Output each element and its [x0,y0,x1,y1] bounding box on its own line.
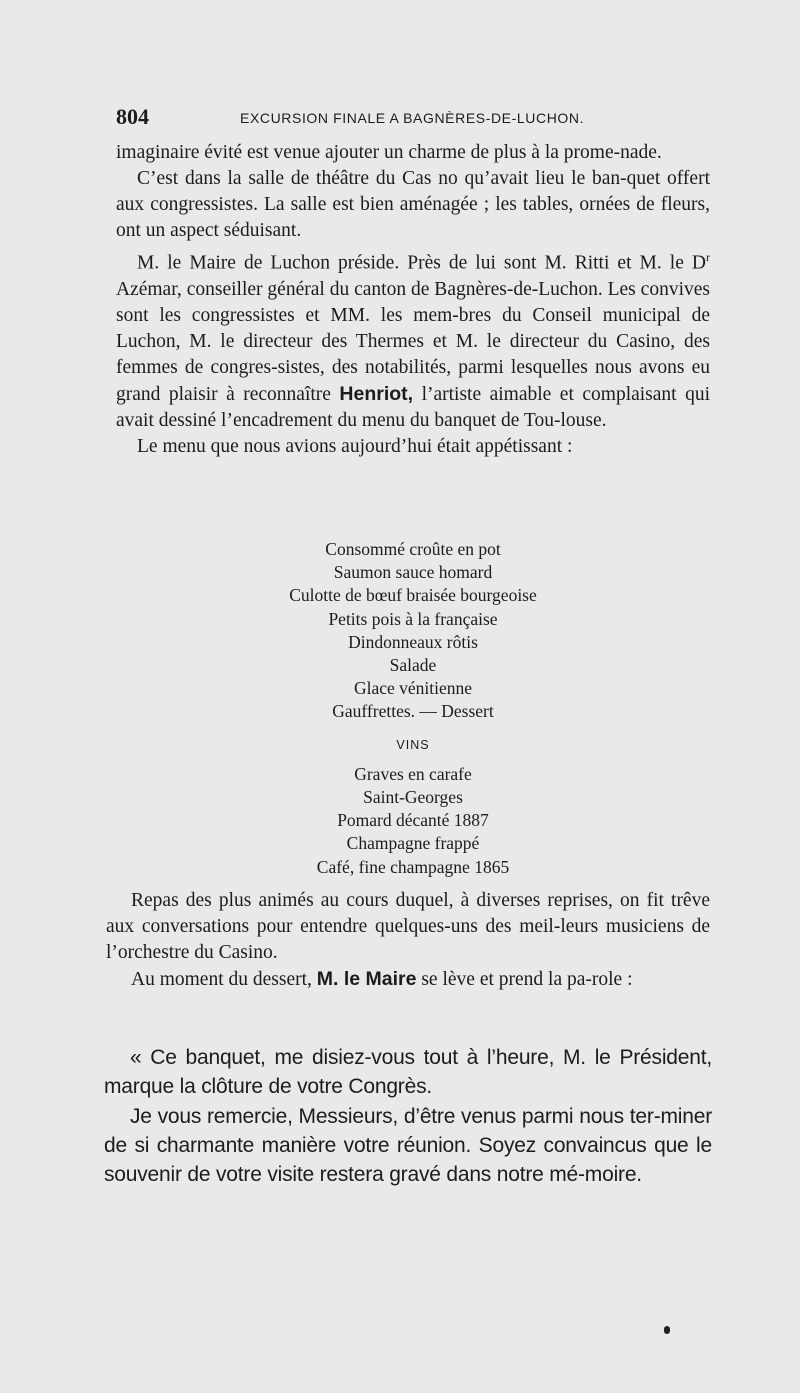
mayor-speech [104,1043,712,1189]
ink-speck [664,1326,670,1334]
menu-dish: Consommé croûte en pot [325,539,501,559]
paragraph-promenade: imaginaire évité est venue ajouter un charme de plus à la prome-nade. [116,142,662,163]
menu-dish: Saumon sauce homard [333,562,493,583]
body-text-top [116,140,710,460]
menu-wine: Champagne frappé [346,833,480,854]
speech-paragraph: « Ce banquet, me disiez-vous tout à l’heure, M. le Président, marque la clôture de votre Congrès. [104,1046,712,1099]
doctor-superscript: r [706,250,710,264]
running-title: EXCURSION FINALE A BAGNÈRES-DE-LUCHON. [240,110,585,126]
banquet-menu [116,538,710,879]
menu-dish: Culotte de bœuf braisée bourgeoise [289,585,537,606]
menu-wine: Saint-Georges [363,787,463,808]
menu-wine: Graves en carafe [354,763,472,784]
menu-wine: Pomard décanté 1887 [337,810,489,831]
paragraph-mayor-rises: Au moment du dessert, M. le Maire se lève et prend la pa-role : [131,968,633,990]
paragraph-guests: M. le Maire de Luchon préside. Près de lui sont M. Ritti et M. le $D^r$ Azémar, conseiller général du canton de Bagnères-de-Luchon. Les convives sont les congressistes et MM. les mem-bres du Conseil municipal de Luchon, M. le directeur des Thermes et M. le directeur du Casino, des femmes de congres-sistes, des notabilités, parmi lesquelles nous avons eu grand plaisir à reconnaître Henriot, l’artiste aimable et complaisant qui avait dessiné l’encadrement du menu du banquet de Tou-louse. [116,250,710,431]
menu-dish: Glace vénitienne [353,678,473,699]
wines-heading: VINS [396,737,430,752]
menu-dish: Gauffrettes. — Dessert [332,701,494,722]
body-text-after-menu [106,888,710,993]
page-header [116,104,716,134]
menu-dish: Petits pois à la française [328,608,498,629]
paragraph-menu-intro: Le menu que nous avions aujourd’hui était appétissant : [137,435,573,457]
paragraph-meal-music: Repas des plus animés au cours duquel, à diverses reprises, on fit trêve aux conversations pour entendre quelques-uns des meil-leurs musiciens de l’orchestre du Casino. [106,890,710,963]
henriot-name: Henriot, [339,382,414,405]
menu-dish: Dindonneaux rôtis [348,631,478,652]
speech-paragraph: Je vous remercie, Messieurs, d’être venus parmi nous ter-miner de si charmante manière votre réunion. Soyez convaincus que le souvenir de votre visite restera gravé dans notre mé-moire. [104,1104,712,1187]
mayor-name: M. le Maire [316,968,417,990]
menu-wine: Café, fine champagne 1865 [316,856,510,877]
page-number: 804 [116,104,149,129]
menu-dish: Salade [389,655,437,676]
paragraph-banquet-hall: C’est dans la salle de théâtre du Cas no qu’avait lieu le ban-quet offert aux congressistes. La salle est bien aménagée ; les tables, ornées de fleurs, ont un aspect séduisant. [116,168,710,241]
